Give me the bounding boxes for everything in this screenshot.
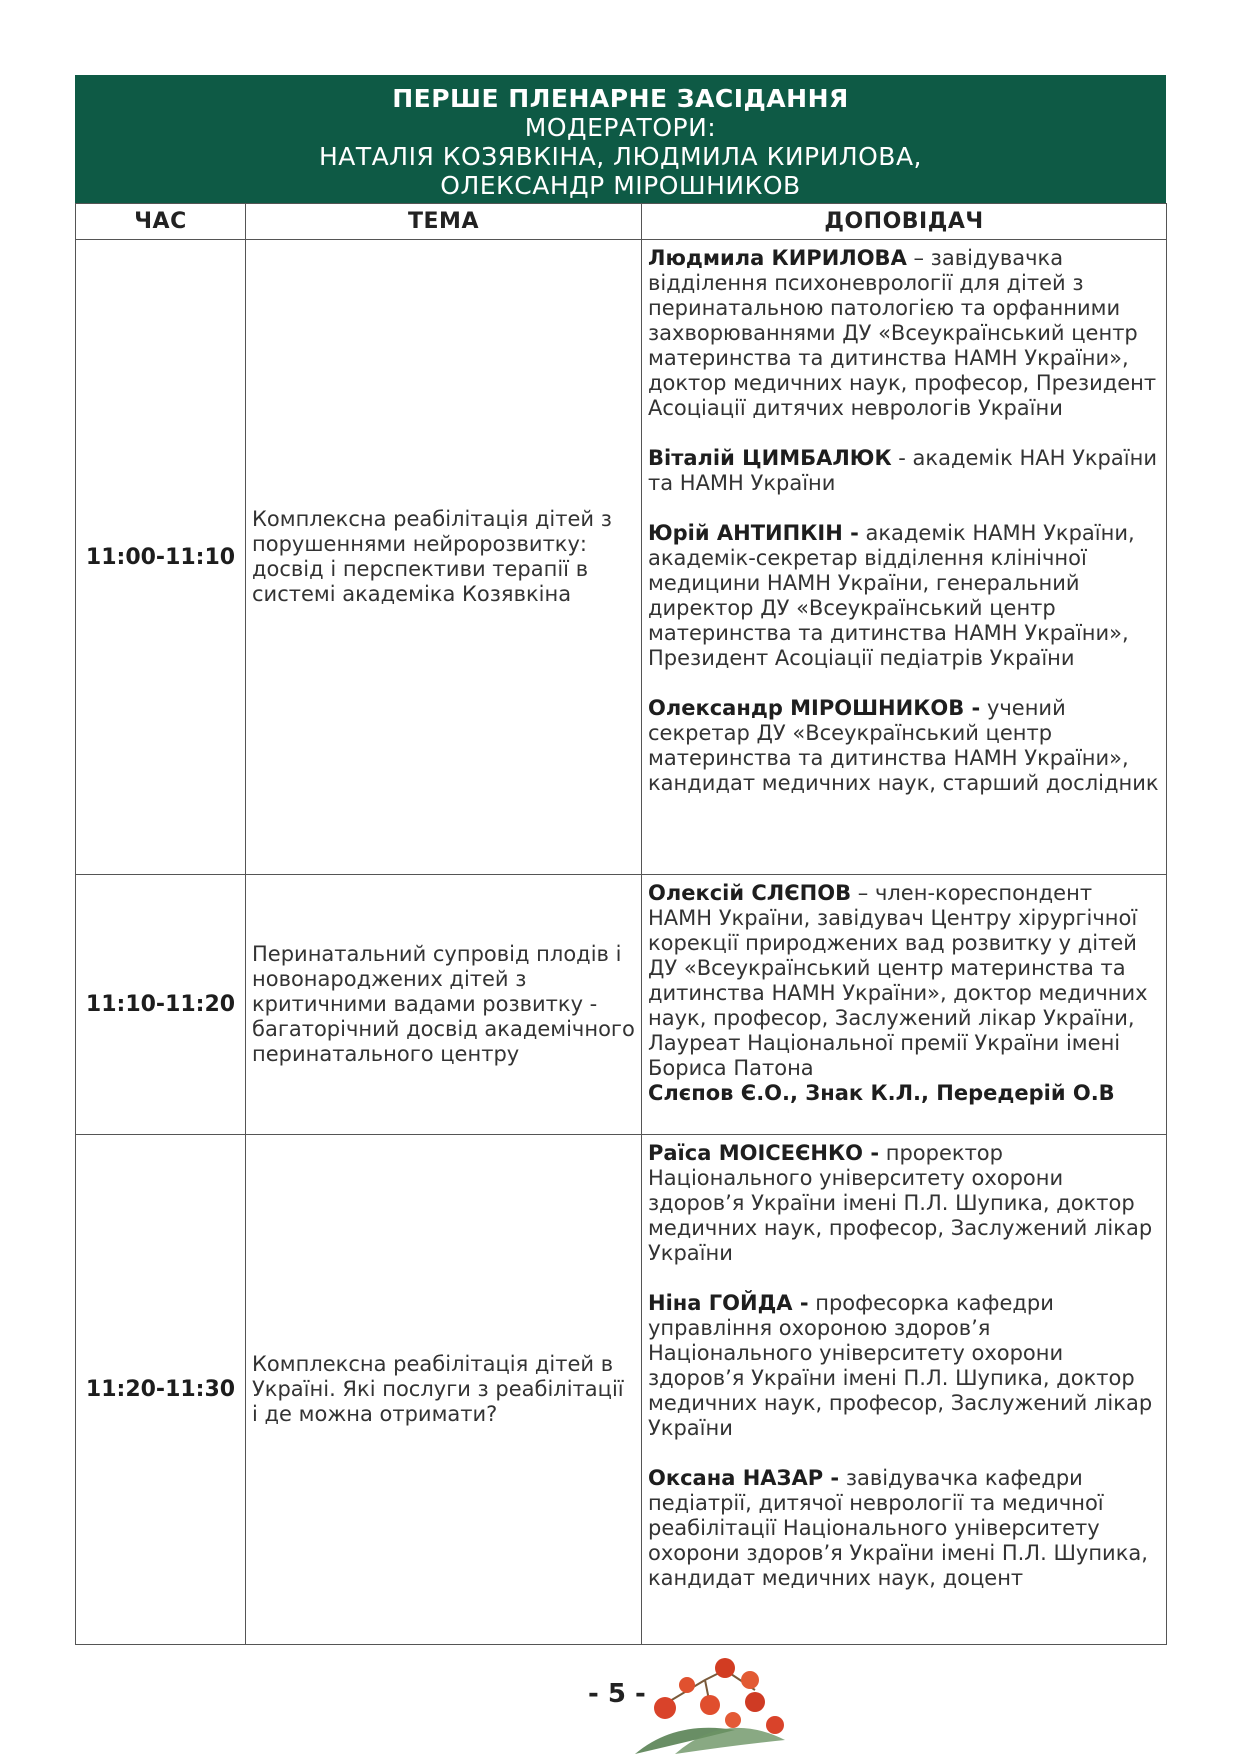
speaker-entry <box>648 521 1160 671</box>
table-row <box>76 875 1167 1135</box>
row-topic: Комплексна реабілітація дітей з порушеннями нейророзвитку: досвід і перспективи терапії в системі академіка Козявкіна <box>246 240 642 875</box>
column-header-topic: ТЕМА <box>246 204 642 240</box>
speaker-description: – член-кореспондент НАМН України, завідувач Центру хірургічної корекції природжених вад розвитку у дітей ДУ «Всеукраїнський центр материнства та дитинства НАМН України», доктор медичних наук, професор, Заслужений лікар України, Лауреат Національної премії України імені Бориса Патона <box>648 881 1148 1080</box>
speaker-name: Олексій СЛЄПОВ <box>648 881 852 905</box>
row-speakers <box>642 875 1167 1135</box>
speaker-description: – завідувачка відділення психоневрології для дітей з перинатальною патологією та орфанними захворюваннями ДУ «Всеукраїнський центр материнства та дитинства НАМН України», доктор медичних наук, професор, Президент Асоціації дитячих неврологів України <box>648 246 1157 420</box>
page-number: - 5 - <box>588 1679 646 1709</box>
session-banner <box>75 75 1166 203</box>
speaker-description: завідувачка кафедри педіатрії, дитячої неврології та медичної реабілітації Національного університету охорони здоров’я України імені П.Л. Шупика, кандидат медичних наук, доцент <box>648 1466 1148 1590</box>
speaker-name: Олександр МІРОШНИКОВ - <box>648 696 981 720</box>
table-row <box>76 240 1167 875</box>
column-header-speaker: ДОПОВІДАЧ <box>642 204 1167 240</box>
row-topic: Комплексна реабілітація дітей в Україні. Які послуги з реабілітації і де можна отримати? <box>246 1135 642 1645</box>
speaker-entry <box>648 1466 1160 1591</box>
speaker-name: Оксана НАЗАР - <box>648 1466 840 1490</box>
table-header-row <box>76 204 1167 240</box>
speaker-entry <box>648 1141 1160 1266</box>
rowan-berries-icon <box>615 1640 815 1754</box>
speaker-name: Віталій ЦИМБАЛЮК <box>648 446 892 470</box>
schedule-table <box>75 203 1167 1645</box>
speaker-description: проректор Національного університету охорони здоров’я України імені П.Л. Шупика, доктор медичних наук, професор, Заслужений лікар України <box>648 1141 1153 1265</box>
speaker-description: академік НАМН України, академік-секретар відділення клінічної медицини НАМН України, генеральний директор ДУ «Всеукраїнський центр материнства та дитинства НАМН України», Президент Асоціації педіатрів України <box>648 521 1135 670</box>
speaker-entry <box>648 881 1160 1081</box>
speaker-description: - академік НАН України та НАМН України <box>648 446 1157 495</box>
row-speakers <box>642 240 1167 875</box>
session-title: ПЕРШЕ ПЛЕНАРНЕ ЗАСІДАННЯ <box>392 84 849 113</box>
speaker-description: учений секретар ДУ «Всеукраїнський центр материнства та дитинства НАМН України», кандидат медичних наук, старший дослідник <box>648 696 1159 795</box>
program-page <box>75 75 1166 1645</box>
speaker-description: професорка кафедри управління охороною здоров’я Національного університету охорони здоров’я України імені П.Л. Шупика, доктор медичних наук, професор, Заслужений лікар України <box>648 1291 1153 1440</box>
speaker-name: Ніна ГОЙДА - <box>648 1291 809 1315</box>
table-row <box>76 1135 1167 1645</box>
co-authors: Слєпов Є.О., Знак К.Л., Передерій О.В <box>648 1081 1115 1105</box>
speaker-entry <box>648 446 1160 496</box>
column-header-time: ЧАС <box>76 204 246 240</box>
speaker-entry <box>648 1291 1160 1441</box>
row-time: 11:00-11:10 <box>76 240 246 875</box>
speaker-entry <box>648 246 1160 421</box>
row-speakers <box>642 1135 1167 1645</box>
moderators-names: НАТАЛІЯ КОЗЯВКІНА, ЛЮДМИЛА КИРИЛОВА, <box>319 142 922 171</box>
row-time: 11:20-11:30 <box>76 1135 246 1645</box>
speaker-name: Юрій АНТИПКІН - <box>648 521 859 545</box>
moderators-names-2: ОЛЕКСАНДР МІРОШНИКОВ <box>440 171 801 200</box>
speaker-name: Раїса МОІСЕЄНКО - <box>648 1141 880 1165</box>
speaker-name: Людмила КИРИЛОВА <box>648 246 907 270</box>
row-time: 11:10-11:20 <box>76 875 246 1135</box>
speaker-entry <box>648 696 1160 796</box>
row-topic: Перинатальний супровід плодів і новонароджених дітей з критичними вадами розвитку - багаторічний досвід академічного перинатального центру <box>246 875 642 1135</box>
moderators-label: МОДЕРАТОРИ: <box>524 113 717 142</box>
